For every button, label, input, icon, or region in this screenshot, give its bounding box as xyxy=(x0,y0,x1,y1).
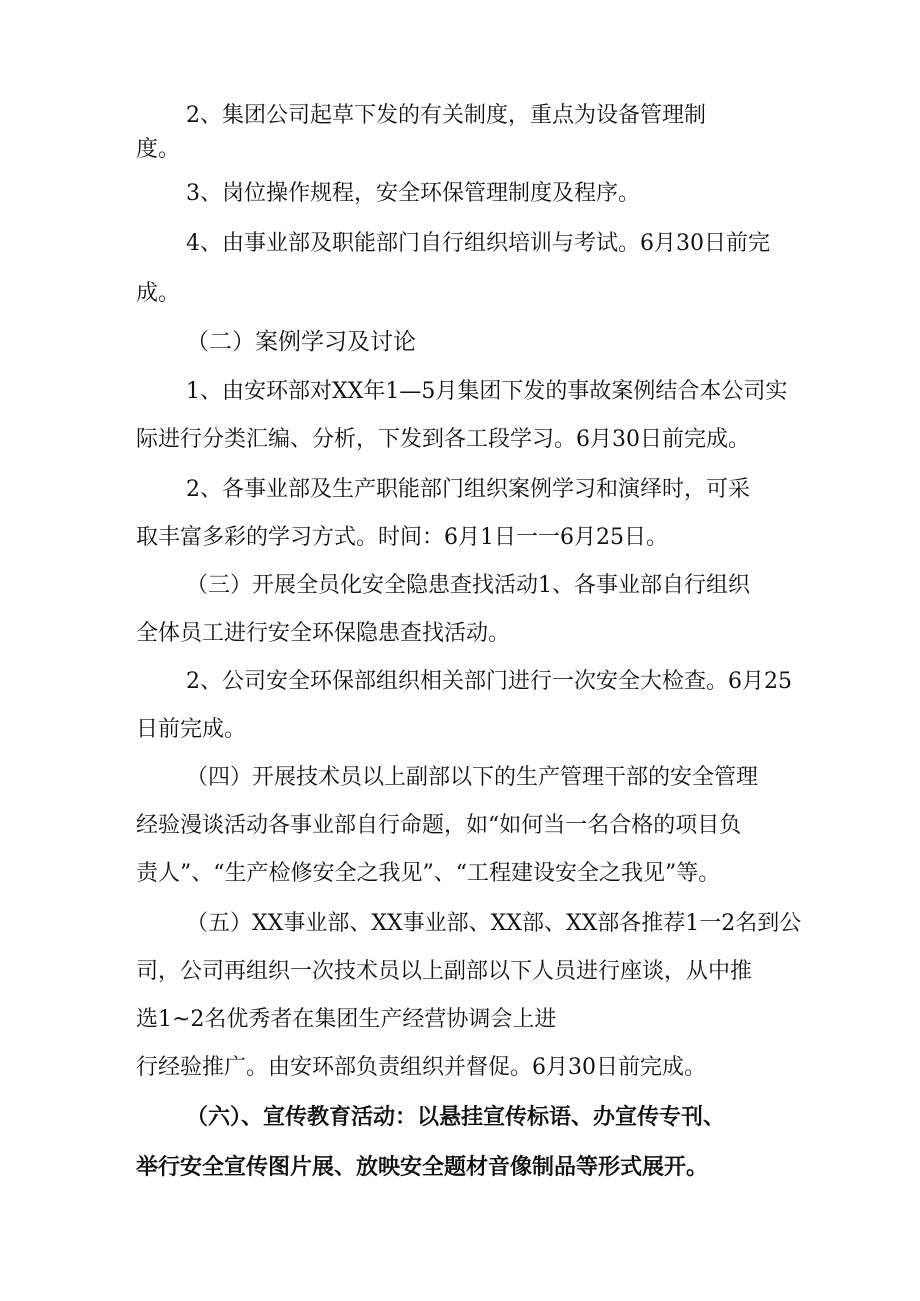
paragraph-line: 全体员工进行安全环保隐患查找活动。 xyxy=(136,621,511,646)
paragraph-line: 举行安全宣传图片展、放映安全题材音像制品等形式展开。 xyxy=(136,1155,709,1180)
section-heading: （二）案例学习及讨论 xyxy=(186,329,416,355)
paragraph-line: 1、由安环部对XX年1—5月集团下发的事故案例结合本公司实 xyxy=(186,379,788,404)
paragraph-line: 2、公司安全环保部组织相关部门进行一次安全大检查。6月25 xyxy=(186,669,792,694)
paragraph-line: 成。 xyxy=(136,281,181,306)
paragraph-line: 度。 xyxy=(136,137,181,162)
section-heading: （三）开展全员化安全隐患查找活动1、各事业部自行组织 xyxy=(186,573,750,598)
paragraph-line: 选1~2名优秀者在集团生产经营协调会上进 xyxy=(136,1007,557,1032)
section-heading: （四）开展技术员以上副部以下的生产管理干部的安全管理 xyxy=(186,765,759,790)
paragraph-line: 责人”、“生产检修安全之我见”、“工程建设安全之我见”等。 xyxy=(136,861,721,886)
paragraph-line: 3、岗位操作规程，安全环保管理制度及程序。 xyxy=(186,181,640,206)
paragraph-line: 际进行分类汇编、分析，下发到各工段学习。6月30日前完成。 xyxy=(136,427,750,452)
paragraph-line: 取丰富多彩的学习方式。时间：6月1日一一6月25日。 xyxy=(136,525,668,550)
paragraph-line: 2、各事业部及生产职能部门组织案例学习和演绎时，可采 xyxy=(186,477,750,502)
section-heading: （六）、宣传教育活动：以悬挂宣传标语、办宣传专刊、 xyxy=(186,1105,726,1130)
paragraph-line: 行经验推广。由安环部负责组织并督促。6月30日前完成。 xyxy=(136,1055,706,1080)
paragraph-line: 经验漫谈活动各事业部自行命题，如“如何当一名合格的项目负 xyxy=(136,813,742,838)
paragraph-line: 司，公司再组织一次技术员以上副部以下人员进行座谈，从中推 xyxy=(136,959,753,984)
paragraph-line: 日前完成。 xyxy=(136,717,247,742)
paragraph-line: 2、集团公司起草下发的有关制度，重点为设备管理制 xyxy=(186,103,706,128)
section-heading: （五）XX事业部、XX事业部、XX部、XX部各推荐1一2名到公 xyxy=(186,911,802,936)
paragraph-line: 4、由事业部及职能部门自行组织培训与考试。6月30日前完 xyxy=(186,231,770,256)
